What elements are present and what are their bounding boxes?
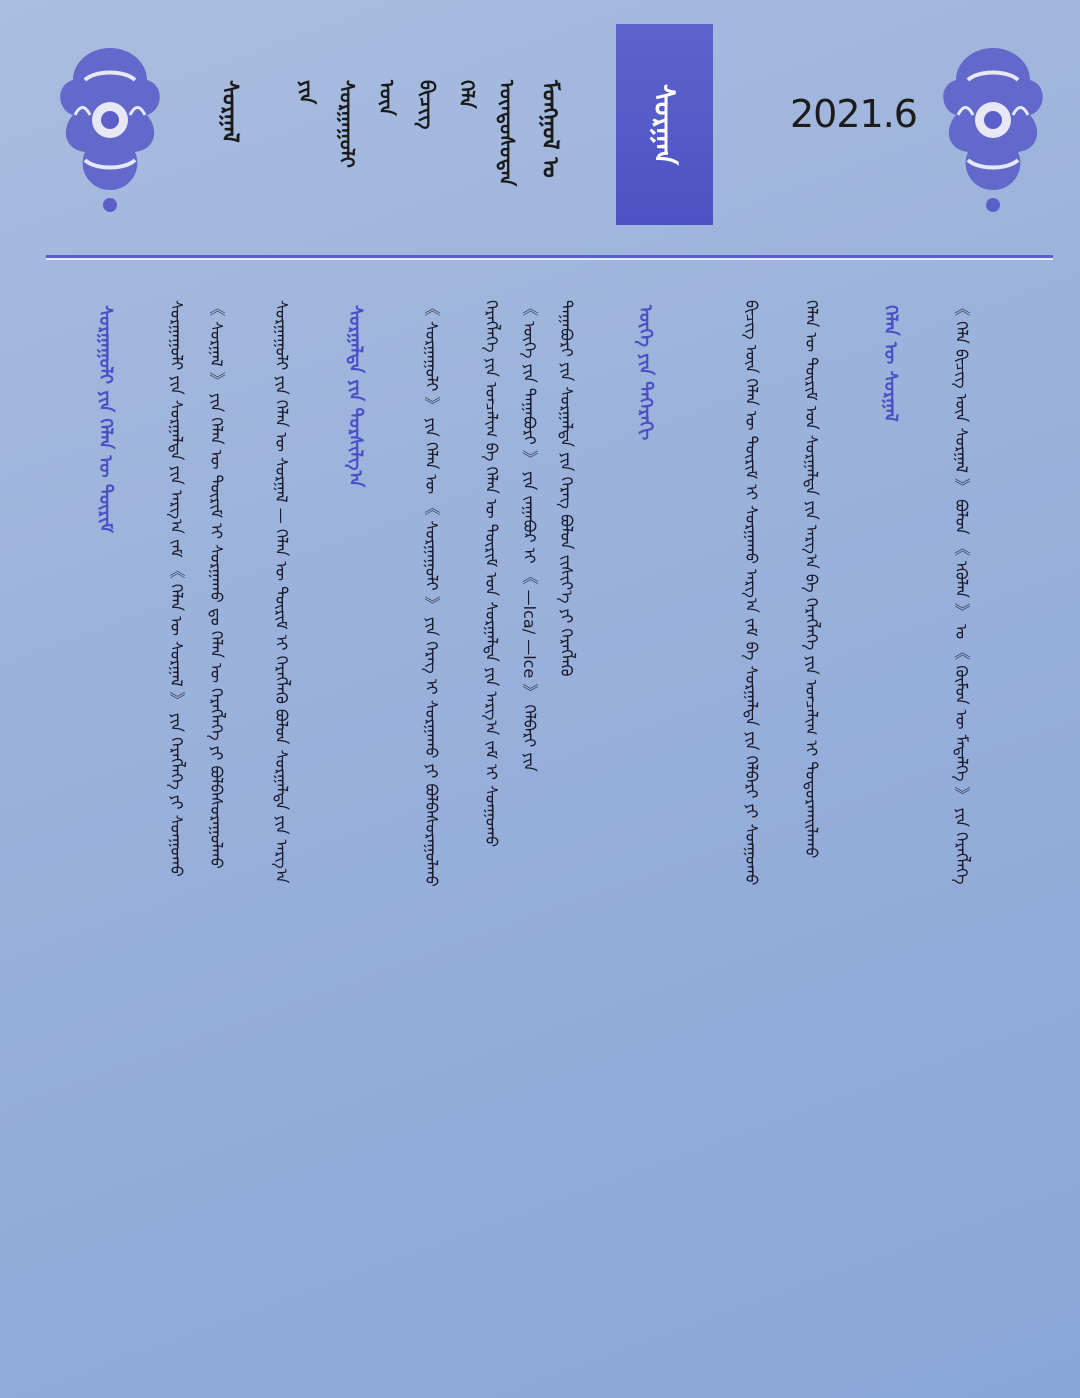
- header-subtitle: [200, 80, 560, 190]
- body-line: ᠰᠤᠷᠭᠠᠭᠤᠯᠢ ᠶᠢᠨ ᠰᠤᠷᠭᠠᠯᠲᠠ ᠶᠢᠨ ᠠᠷᠭ᠎ᠠ ᠵᠠᠮ 《 ᠬᠡᠯᠡᠨ ᠦ ᠰᠤᠷᠭᠠᠯ 》 ᠶᠢᠨ ᠬᠡᠷᠡᠭᠯᠡᠭᠡ ᠶᠢ ᠰᠣᠨᠭᠣᠬᠤ: [167, 300, 186, 877]
- body-line: ᠬᠡᠯᠡᠨ ᠦ ᠳᠦᠷᠢᠮ ᠤᠨ ᠰᠤᠷᠭᠠᠯᠲᠠ ᠶᠢᠨ ᠠᠷᠭ᠎ᠠ ᠪᠠ ᠬᠡᠷᠡᠭᠯᠡᠭᠡ ᠶᠢᠨ ᠤᠨᠴᠠᠯᠢᠭ ᠢ ᠲᠣᠳᠣᠷᠬᠠᠢᠯᠠᠬᠤ: [802, 300, 821, 859]
- body-line: ᠪᠢᠴᠢᠭ ᠦᠨ ᠬᠡᠯᠡᠨ ᠦ ᠳᠦᠷᠢᠮ ᠢ ᠰᠤᠷᠭᠠᠬᠤ ᠠᠷᠭ᠎ᠠ ᠵᠠᠮ ᠪᠠ ᠰᠤᠷᠭᠠᠯᠲᠠ ᠶᠢᠨ ᠬᠡᠯᠪᠡᠷᠢ ᠶᠢ ᠰᠣᠨᠭᠣᠬᠤ: [742, 300, 761, 886]
- title-block: [616, 24, 713, 225]
- issue-date: 2021.6: [790, 92, 917, 136]
- subtitle-word: ᠰᠤᠷᠭᠠᠭᠤᠯᠢ: [335, 80, 359, 168]
- subtitle-word: ᠪᠢᠴᠢᠭ: [415, 80, 439, 130]
- section-heading: ᠦᠭᠡ ᠶᠢᠨ ᠳᠡᠭᠡᠷᠡᠬᠢ: [635, 305, 656, 441]
- section-heading: ᠰᠤᠷᠭᠠᠭᠤᠯᠢ ᠶᠢᠨ ᠬᠡᠯᠡᠨ ᠦ ᠳᠦᠷᠢᠮ: [95, 305, 116, 533]
- subtitle-word: ᠦᠨ: [375, 80, 399, 116]
- subtitle-word: ᠬᠡᠯᠡ: [455, 80, 479, 109]
- subtitle-word: ᠶᠢᠨ: [295, 80, 319, 105]
- body-line: 《 ᠬᠡᠯᠡ ᠪᠢᠴᠢᠭ ᠦᠨ ᠰᠤᠷᠭᠠᠯ 》 ᠪᠣᠯᠤᠨ 《 ᠡᠭᠦᠯᠡᠨ 》 ᠤ 《 ᠬᠦᠮᠦᠨ ᠦ ᠮᠡᠳᠡᠯᠭᠡ 》 ᠶᠢᠨ ᠬᠡᠷᠡᠭᠯᠡᠭᠡ: [952, 300, 971, 885]
- subtitle-word: ᠰᠤᠷᠭᠠᠯ: [217, 80, 242, 143]
- body-line: 《 ᠰᠤᠷᠭᠠᠯ 》 ᠶᠢᠨ ᠬᠡᠯᠡᠨ ᠦ ᠳᠦᠷᠢᠮ ᠢ ᠰᠤᠷᠭᠠᠬᠤ ᠳᠤ ᠬᠡᠯᠡᠨ ᠦ ᠬᠡᠷᠡᠭᠯᠡᠭᠡ ᠶᠢ ᠪᠣᠯᠪᠠᠰᠤᠷᠠᠭᠤᠯᠬᠤ: [207, 300, 226, 869]
- body-line: ᠳᠠᠭᠠᠪᠤᠷᠢ ᠶᠢᠨ ᠰᠤᠷᠭᠠᠯᠲᠠ ᠶᠢᠨ ᠬᠡᠷᠡᠭ ᠪᠣᠯᠤᠨ ᠵᠢᠱᠢᠶ᠎ᠡ ᠶᠢ ᠬᠡᠷᠡᠭᠯᠡᠬᠦ: [557, 300, 576, 677]
- body-line: ᠰᠤᠷᠭᠠᠭᠤᠯᠢ ᠶᠢᠨ ᠬᠡᠯᠡᠨ ᠦ ᠰᠤᠷᠭᠠᠯ — ᠬᠡᠯᠡᠨ ᠦ ᠳᠦᠷᠢᠮ ᠢ ᠬᠡᠷᠡᠭᠯᠡᠬᠦ ᠪᠣᠯᠤᠨ ᠰᠤᠷᠭᠠᠯᠲᠠ ᠶᠢᠨ ᠠᠷᠭ᠎ᠠ: [272, 300, 291, 884]
- cloud-ornament-left-icon: [55, 40, 165, 220]
- header-divider: [46, 255, 1053, 260]
- page-title: ᠰᠤᠷᠭᠠᠨ: [648, 83, 681, 166]
- section-heading: ᠬᠡᠯᠡᠨ ᠦ ᠰᠤᠷᠭᠠᠯ: [880, 305, 901, 422]
- section-heading: ᠰᠤᠷᠭᠠᠯᠲᠠ ᠶᠢᠨ ᠲᠤᠷᠰᠢᠯᠭ᠎ᠠ: [345, 305, 366, 488]
- subtitle-word: ᠮᠣᠩᠭᠣᠯ ᠤ: [537, 80, 562, 178]
- body-line: 《 ᠰᠤᠷᠭᠠᠭᠤᠯᠢ 》 ᠶᠢᠨ ᠬᠡᠯᠡᠨ ᠦ 《 ᠰᠤᠷᠭᠠᠭᠤᠯᠢ 》 ᠶᠢᠨ ᠬᠡᠷᠡᠭ ᠢ ᠰᠤᠷᠭᠠᠬᠤ ᠶᠢ ᠪᠣᠯᠪᠠᠰᠤᠷᠠᠭᠤᠯᠬᠤ: [422, 300, 441, 887]
- body-line: ᠬᠡᠷᠡᠭᠯᠡᠭᠡ ᠶᠢᠨ ᠤᠨᠴᠠᠯᠢᠭ ᠪᠠ ᠬᠡᠯᠡᠨ ᠦ ᠳᠦᠷᠢᠮ ᠤᠨ ᠰᠤᠷᠭᠠᠯᠲᠠ ᠶᠢᠨ ᠠᠷᠭ᠎ᠠ ᠵᠠᠮ ᠢ ᠰᠣᠨᠭᠣᠬᠤ: [482, 300, 501, 848]
- subtitle-word: ᠦᠨᠳᠦᠰᠦᠲᠡᠨ: [495, 80, 519, 187]
- cloud-ornament-right-icon: [938, 40, 1048, 220]
- body-line: 《 ᠦᠭᠡ ᠶᠢᠨ ᠳᠠᠭᠠᠪᠤᠷᠢ 》 ᠶᠢᠨ ᠵᠠᠭᠠᠪᠤᠷ ᠢ 《 —lca/ —lce 》 ᠬᠡᠯᠪᠡᠷᠢ ᠶᠢᠨ: [520, 300, 539, 772]
